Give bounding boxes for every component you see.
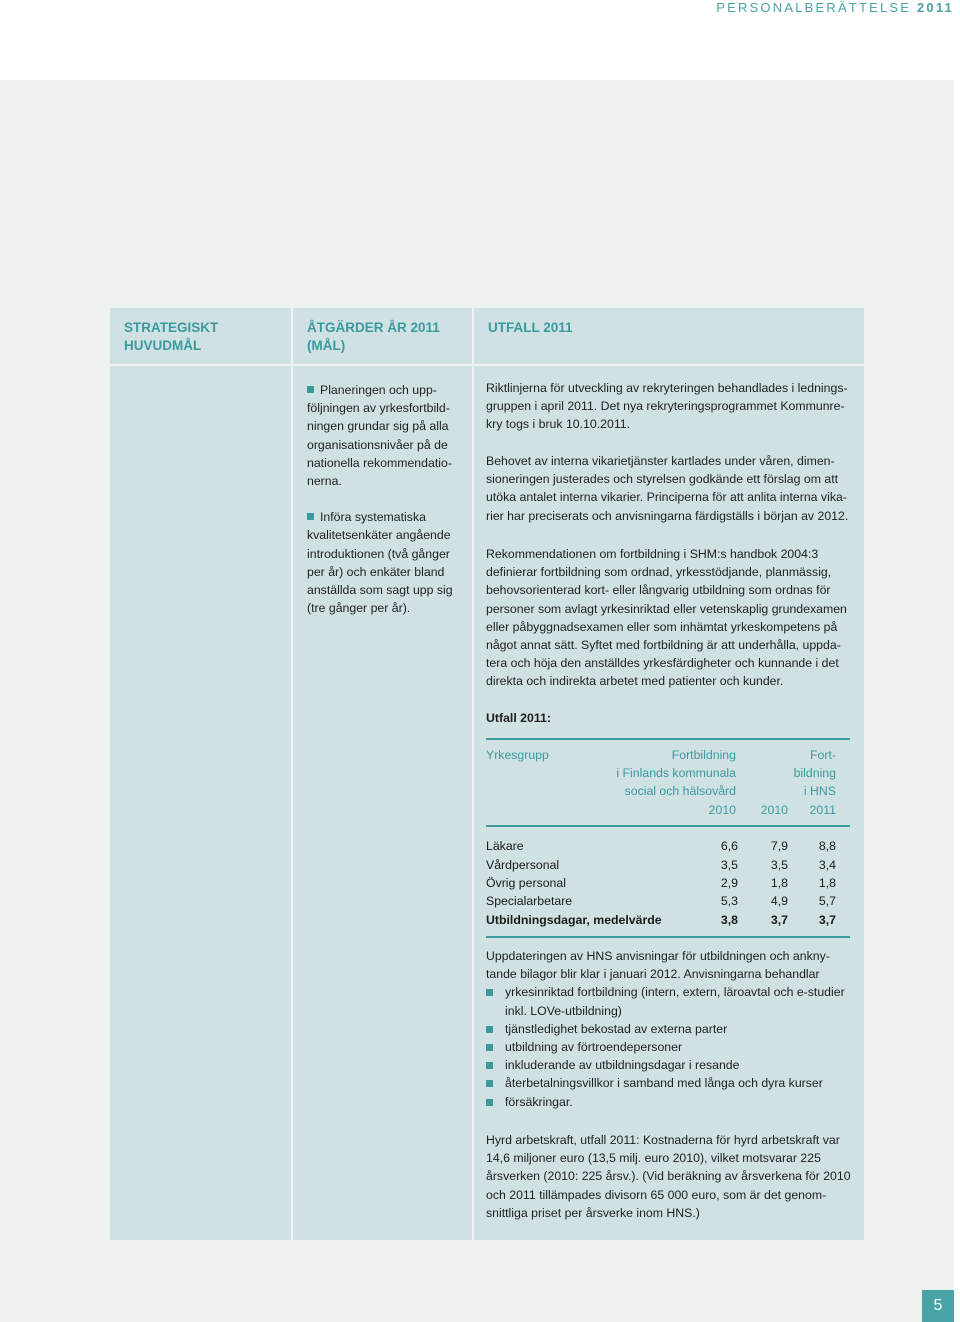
header-strategic-goal [110, 308, 291, 364]
table-row: Övrig personal 2,9 1,8 1,8 [486, 876, 836, 890]
square-bullet-icon [307, 513, 314, 520]
table-header-hns-2011: 2011 [809, 802, 836, 817]
square-bullet-icon [307, 386, 314, 393]
header-measures [293, 308, 472, 364]
table-row-total: Utbildningsdagar, medelvärde 3,8 3,7 3,7 [486, 913, 836, 927]
table-header-finland: Fortbildning i Finlands kommunala social och hälsovård 2010 [616, 748, 736, 817]
table-header-hns-2010: 2010 [760, 802, 788, 817]
header-line: HUVUDMÅL [124, 338, 202, 353]
outcome-paragraph: Rekommendationen om fortbildning i SHM:s handbok 2004:3 definierar fortbildning som ordnad, yrkesstödjande, planmässig, behovsorienterad kort- eller långvarig utbildning som ordnas för personer som avlagt yrkesinriktad eller vetenskaplig grundexamen eller påbyggnadsexamen eller som inhämtat yrkeskompetens på något annat sätt. Syftet med fortbildning är att underhålla, uppda- tera och höja den anställdes yrkesfärdigheter och kunnande i det direkta och indirekta arbetet med patienter och kunder. [486, 547, 847, 689]
measure-item: Införa systematiska kvalitetsenkäter angående introduktionen (två gånger per år) och enkäter bland anställda som sagt upp sig (tre gånger per år). [307, 510, 453, 616]
table-rule-bottom [486, 936, 850, 938]
list-item: försäkringar. [486, 1093, 856, 1111]
table-row: Läkare 6,6 7,9 8,8 [486, 839, 836, 853]
header-line: ÅTGÄRDER ÅR 2011 [307, 320, 440, 335]
page-number: 5 [922, 1290, 954, 1322]
table-row: Specialarbetare 5,3 4,9 5,7 [486, 894, 836, 908]
list-item: inkluderande av utbildningsdagar i resande [486, 1056, 856, 1074]
list-item: återbetalningsvillkor i samband med långa och dyra kurser [486, 1074, 856, 1092]
header-line: STRATEGISKT [124, 320, 219, 335]
header-line: UTFALL 2011 [488, 320, 573, 335]
strategic-goal-column [110, 366, 291, 1240]
measures-column [293, 366, 472, 1240]
update-list [486, 983, 856, 1110]
outcome-paragraph: Riktlinjerna för utveckling av rekryteringen behandlades i lednings- gruppen i april 2011. Det nya rekryteringsprogrammet Kommunre- kry togs i bruk 10.10.2011. [486, 381, 848, 432]
running-head-title: PERSONALBERÄTTELSE [716, 0, 917, 15]
table-header-group: Yrkesgrupp [486, 748, 549, 762]
running-head [716, 0, 954, 15]
list-item: yrkesinriktad fortbildning (intern, extern, läroavtal och e-studier inkl. LOVe-utbildning) [486, 983, 856, 1019]
list-item: utbildning av förtroendepersoner [486, 1038, 856, 1056]
header-outcome [474, 308, 864, 364]
hired-labour-paragraph: Hyrd arbetskraft, utfall 2011: Kostnaderna för hyrd arbetskraft var 14,6 miljoner euro (13,5 milj. euro 2010), vilket motsvarar 225 årsverken (2010: 225 årsv.). (Vid beräkning av årsverkena för 2010 och 2011 tillämpades divisorn 65 000 euro, som är det genom- snittliga priset per årsverke inom HNS.) [486, 1133, 851, 1220]
table-header-hns: Fort- bildning i HNS [793, 748, 836, 799]
list-item: tjänstledighet bekostad av externa parter [486, 1020, 856, 1038]
header-line: (MÅL) [307, 338, 346, 353]
measure-item: Planeringen och upp- följningen av yrkesfortbild- ningen grundar sig på alla organisationsnivåer på de nationella rekommendatio- nerna. [307, 383, 452, 489]
update-section: Uppdateringen av HNS anvisningar för utbildningen och ankny- tande bilagor blir klar i januari 2012. Anvisningarna behandlar yrkesinriktad fortbildning (intern, extern, läroavtal och e-studier inkl. LOVe-utbildning) tjänstledighet bekostad av externa parter utbildning av förtroendepersoner inkluderande av utbildningsdagar i resande återbetalningsvillkor i samband med långa och dyra kurser försäkringar. [486, 947, 856, 1111]
outcome-paragraph: Behovet av interna vikarietjänster kartlades under våren, dimen- sioneringen justerades och styrelsen godkände ett förslag om att utöka antalet interna vikarier. Principerna för att anlita interna vika- rier har preciserats och anvisningarna färdigställs i början av 2012. [486, 454, 849, 523]
running-head-year: 2011 [916, 0, 954, 15]
table-rule-middle [486, 825, 850, 827]
top-margin [0, 0, 960, 80]
table-rule-top [486, 738, 850, 740]
outcome-title: Utfall 2011: [486, 711, 551, 725]
table-row: Vårdpersonal 3,5 3,5 3,4 [486, 857, 836, 872]
